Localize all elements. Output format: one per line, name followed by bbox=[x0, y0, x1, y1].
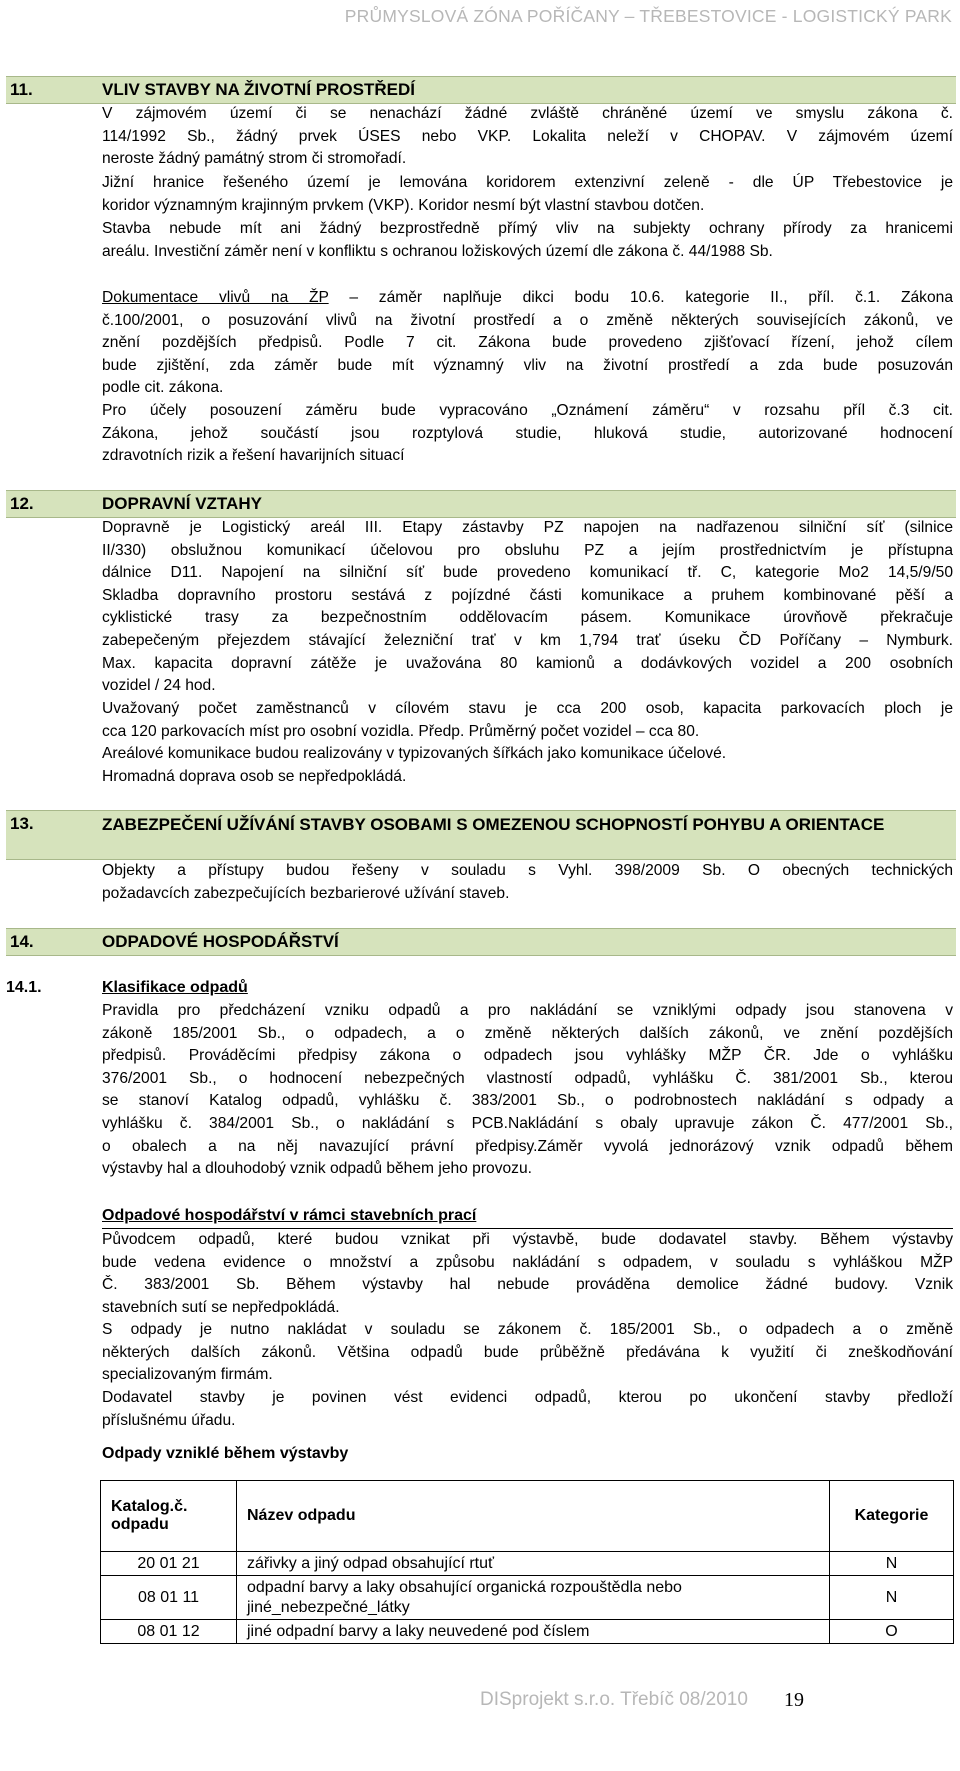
table-row bbox=[101, 1620, 954, 1644]
cell-category: O bbox=[830, 1620, 954, 1644]
s14-paragraph-3 bbox=[102, 1319, 953, 1387]
text-line: znění pozdějších předpisů. Podle 7 cit. Zákona bude provedeno zjišťovací řízení, jehož cílem bbox=[102, 334, 953, 352]
text-line: o obalech a na něj navazující právní předpisy.Záměr vyvolá jednorázový vznik odpadů během bbox=[102, 1137, 953, 1155]
text-line: zabepečeným přejezdem stávající železniční trať v km 1,794 trať úseku ČD Poříčany – Nymburk. bbox=[102, 631, 953, 649]
s14-paragraph-1 bbox=[102, 1000, 953, 1181]
text-line: předpisů. Prováděcími předpisy zákona o odpadech jsou vyhlášky MŽP ČR. Jde o vyhlášku bbox=[102, 1047, 953, 1065]
text-line: příslušnému úřadu. bbox=[102, 1411, 236, 1429]
waste-table bbox=[100, 1480, 954, 1644]
header-category: Kategorie bbox=[830, 1481, 954, 1552]
text-line: Uvažovaný počet zaměstnanců v cílovém stavu je cca 200 osob, kapacita parkovacích ploch je bbox=[102, 700, 953, 717]
cell-name: jiné odpadní barvy a laky neuvedené pod číslem bbox=[237, 1620, 830, 1644]
cell-code: 20 01 21 bbox=[101, 1552, 237, 1576]
text-line: Zákona, jehož součástí jsou rozptylová studie, hluková studie, autorizované hodnocení bbox=[102, 424, 953, 442]
s14-paragraph-4 bbox=[102, 1387, 953, 1432]
section-12-heading bbox=[6, 490, 956, 518]
subheading-construction-waste: Odpadové hospodářství v rámci stavebních prací bbox=[102, 1207, 477, 1224]
text-line: Jižní hranice řešeného území je lemována koridorem extenzivní zeleně - dle ÚP Třebestovice je bbox=[102, 174, 953, 191]
text-line: podle cit. zákona. bbox=[102, 379, 224, 397]
section-number: 13. bbox=[10, 814, 34, 833]
table-row bbox=[101, 1552, 954, 1576]
text-line: Objekty a přístupy budou řešeny v souladu s Vyhl. 398/2009 Sb. O obecných technických bbox=[102, 862, 953, 879]
s11-paragraph-1 bbox=[102, 103, 953, 171]
cell-code: 08 01 12 bbox=[101, 1620, 237, 1644]
table-header-row bbox=[101, 1481, 954, 1552]
section-title: VLIV STAVBY NA ŽIVOTNÍ PROSTŘEDÍ bbox=[102, 80, 415, 99]
text-line: Skladba dopravního prostoru sestává z pojízdné části komunikace a pruhem kombinované pěší a bbox=[102, 586, 953, 604]
text-line: 376/2001 Sb., o hodnocení nebezpečných vlastností odpadů, vyhlášku Č. 381/2001 Sb., kterou bbox=[102, 1069, 953, 1087]
text-line: V zájmovém území či se nenachází žádné zvláště chráněné území ve smyslu zákona č. bbox=[102, 105, 953, 122]
s11-paragraph-4 bbox=[102, 287, 953, 400]
section-title: DOPRAVNÍ VZTAHY bbox=[102, 494, 262, 513]
text-line: specializovaným firmám. bbox=[102, 1366, 273, 1384]
footer-company: DIS​projekt s.r.o. Třebíč 08/2010 bbox=[480, 1689, 748, 1710]
text-line: dálnice D11. Napojení na silniční síť bude provedeno komunikací tř. C, kategorie Mo2 14,5/9/50 bbox=[102, 564, 953, 582]
text-line: cca 120 parkovacích míst pro osobní vozidla. Předp. Průměrný počet vozidel – cca 80. bbox=[102, 722, 700, 740]
s12-paragraph-1 bbox=[102, 517, 953, 698]
cell-category: N bbox=[830, 1576, 954, 1620]
table-row bbox=[101, 1576, 954, 1620]
footer bbox=[480, 1689, 804, 1711]
section-title: ODPADOVÉ HOSPODÁŘSTVÍ bbox=[102, 932, 339, 951]
header-name: Název odpadu bbox=[237, 1481, 830, 1552]
text-line: areálu. Investiční záměr není v konfliktu s ochranou ložiskových území dle zákona č. 44/1988 Sb. bbox=[102, 242, 773, 260]
s11-paragraph-2 bbox=[102, 172, 953, 217]
cell-name: odpadní barvy a laky obsahující organická rozpouštědla nebo jiné_nebezpečné_látky bbox=[237, 1576, 830, 1620]
text-line: bude zjištění, zda záměr bude mít významný vliv na životní prostředí a zda bude posuzován bbox=[102, 356, 953, 374]
text-line: neroste žádný památný strom či stromořadí. bbox=[102, 150, 407, 168]
text-line: požadavcích zabezpečujících bezbarierové užívání staveb. bbox=[102, 884, 510, 902]
text-line: některých dalších zákonů. Většina odpadů bude průběžně předávána k využití či zneškodňování bbox=[102, 1343, 953, 1361]
text-line: Hromadná doprava osob se nepředpokládá. bbox=[102, 767, 407, 785]
text-line: zdravotních rizik a řešení havarijních situací bbox=[102, 447, 405, 465]
cell-name: zářivky a jiný odpad obsahující rtuť bbox=[237, 1552, 830, 1576]
section-14-heading bbox=[6, 928, 956, 956]
section-13-heading bbox=[6, 810, 956, 860]
text-line: Stavba nebude mít ani žádný bezprostředně přímý vliv na subjekty ochrany přírody za hranicemi bbox=[102, 220, 953, 237]
eia-link[interactable]: Dokumentace vlivů na ŽP bbox=[102, 289, 329, 306]
text-line: Dokumentace vlivů na ŽP – záměr naplňuje dikci bodu 10.6. kategorie II., příl. č.1. Zákona bbox=[102, 289, 953, 306]
text-line: koridor významným krajinným prvkem (VKP). Koridor nesmí být vlastní stavbou dotčen. bbox=[102, 196, 705, 214]
running-header: PRŮMYSLOVÁ ZÓNA POŘÍČANY – TŘEBESTOVICE - LOGISTICKÝ PARK bbox=[344, 6, 952, 26]
text-line: zákoně 185/2001 Sb., o odpadech, a o změně některých dalších zákonů, ve znění pozdějších bbox=[102, 1024, 953, 1042]
text-line: bude vedena evidence o množství a způsobu nakládání s odpadem, v souladu s vyhláškou MŽP bbox=[102, 1253, 953, 1271]
s13-paragraph-1 bbox=[102, 860, 953, 905]
s11-paragraph-3 bbox=[102, 218, 953, 263]
s12-paragraph-2 bbox=[102, 698, 953, 788]
cell-code: 08 01 11 bbox=[101, 1576, 237, 1620]
s14-paragraph-2 bbox=[102, 1228, 953, 1319]
text-line: II/330) obslužnou komunikací účelovou pro obsluhu PZ a jejím prostřednictvím je přístupna bbox=[102, 541, 953, 559]
table-caption: Odpady vzniklé během výstavby bbox=[102, 1445, 349, 1462]
text-line: č.100/2001, o posuzování vlivů na životní prostředí a o změně některých souvisejících zákonů, ve bbox=[102, 311, 953, 329]
text-line: Původcem odpadů, které budou vznikat při výstavbě, bude dodavatel stavby. Během výstavby bbox=[102, 1231, 953, 1248]
text-line: Pravidla pro předcházení vzniku odpadů a pro nakládání se vzniklými odpady jsou stanovena v bbox=[102, 1002, 953, 1019]
text-line: S odpady je nutno nakládat v souladu se zákonem č. 185/2001 Sb., o odpadech a o změně bbox=[102, 1321, 953, 1338]
text-line: stavebních sutí se nepředpokládá. bbox=[102, 1298, 340, 1316]
s11-paragraph-5 bbox=[102, 400, 953, 468]
text-line: vyhlášku č. 384/2001 Sb., o nakládání s PCB.Nakládání s obaly upravuje zákon Č. 477/2001 Sb., bbox=[102, 1114, 953, 1132]
text-line: Dopravně je Logistický areál III. Etapy zástavby PZ napojen na nadřazenou silniční síť (silnice bbox=[102, 519, 953, 536]
subsection-number: 14.1. bbox=[6, 979, 42, 996]
text-line: 114/1992 Sb., žádný prvek ÚSES nebo VKP. Lokalita neleží v CHOPAV. V zájmovém území bbox=[102, 127, 953, 145]
cell-category: N bbox=[830, 1552, 954, 1576]
text-line: Pro účely posouzení záměru bude vypracováno „Oznámení záměru“ v rozsahu příl č.3 cit. bbox=[102, 402, 953, 419]
section-number: 11. bbox=[10, 80, 33, 99]
section-number: 12. bbox=[10, 494, 34, 513]
section-title: ZABEZPEČENÍ UŽÍVÁNÍ STAVBY OSOBAMI S OMEZENOU SCHOPNOSTÍ POHYBU A ORIENTACE bbox=[102, 815, 885, 834]
header-code: Katalog.č. odpadu bbox=[101, 1481, 237, 1552]
page-number: 19 bbox=[784, 1689, 804, 1711]
text-line: Areálové komunikace budou realizovány v typizovaných šířkách jako komunikace účelové. bbox=[102, 745, 727, 763]
text-line: výstavby hal a dlouhodobý vznik odpadů během jeho provozu. bbox=[102, 1160, 532, 1178]
text-line: se stanoví Katalog odpadů, vyhlášku č. 383/2001 Sb., o podrobnostech nakládání s odpady a bbox=[102, 1092, 953, 1110]
subsection-title: Klasifikace odpadů bbox=[102, 979, 248, 996]
text-line: cyklistické trasy za bezpečnostním oddělovacím pásem. Komunikace úrovňově překračuje bbox=[102, 609, 953, 627]
section-11-heading bbox=[6, 76, 956, 104]
text-line: Dodavatel stavby je povinen vést evidenci odpadů, kterou po ukončení stavby předloží bbox=[102, 1389, 953, 1406]
section-number: 14. bbox=[10, 932, 34, 951]
text-line: Č. 383/2001 Sb. Během výstavby hal nebude prováděna demolice žádné budovy. Vznik bbox=[102, 1276, 953, 1294]
text-line: Max. kapacita dopravní zátěže je uvažována 80 kamionů a dodávkových vozidel a 200 osobních bbox=[102, 654, 953, 672]
text-line: vozidel / 24 hod. bbox=[102, 677, 216, 695]
